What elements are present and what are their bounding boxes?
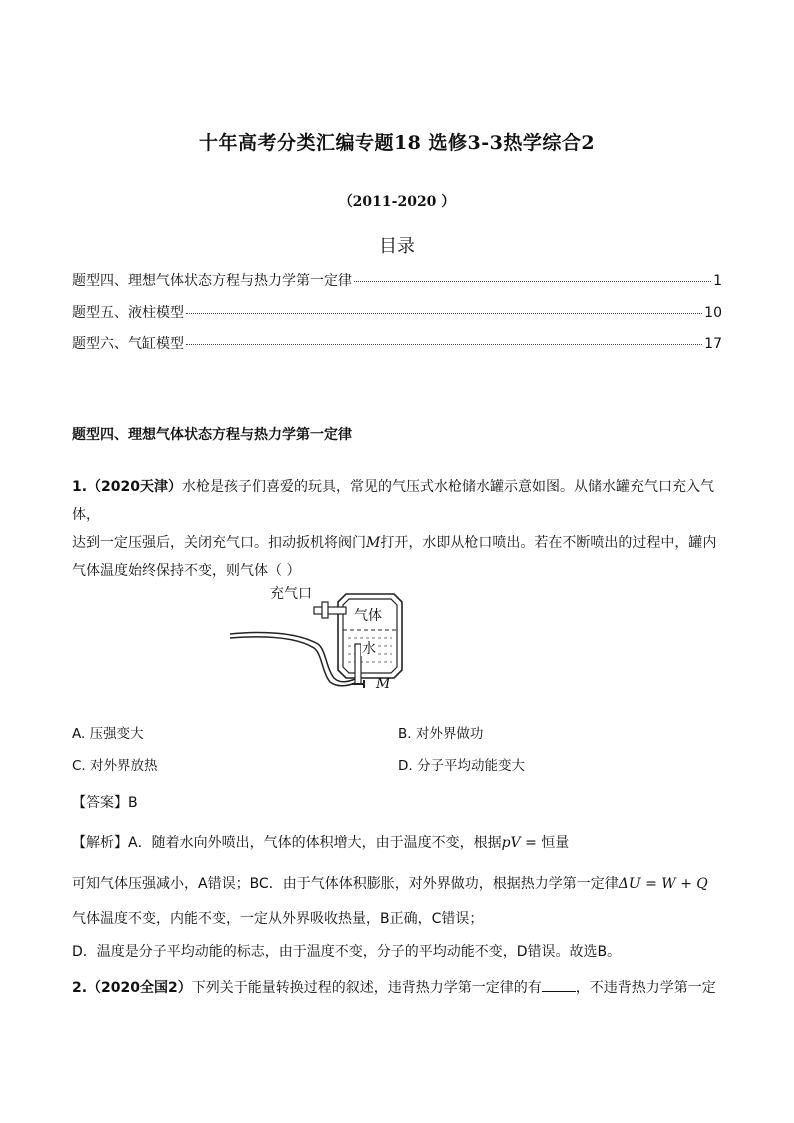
toc-entry-page: 17: [704, 336, 722, 352]
question-number: 2.（2020全国2）: [72, 980, 192, 996]
toc-entry-page: 10: [704, 305, 722, 321]
toc-entry-page: 1: [713, 273, 722, 289]
water-label: 水: [362, 641, 376, 657]
answer-value: B: [128, 795, 138, 811]
stem-text: ，不违背热力学第一定: [575, 980, 716, 996]
toc-leader: [186, 313, 702, 314]
analysis-line-2: [72, 873, 708, 893]
stem-line: 气体温度始终保持不变，则气体（ ）: [72, 563, 301, 579]
toc-heading: 目录: [379, 236, 415, 257]
inlet-cap: [322, 602, 328, 618]
analysis-tag: 【解析】: [72, 835, 128, 851]
toc-entry[interactable]: [72, 270, 722, 290]
formula-pv: pV: [501, 835, 521, 851]
question-number: 1.（2020天津）: [72, 479, 183, 495]
gas-label: 气体: [354, 608, 382, 624]
stem-line: 水枪是孩子们喜爱的玩具，常见的气压式水枪储水罐示意如图。从储水罐充气口充入气体，: [72, 479, 715, 523]
analysis-line-4: D．温度是分子平均动能的标志，由于温度不变，分子的平均动能不变，D错误。故选B。: [72, 944, 622, 960]
toc-entry[interactable]: [72, 333, 722, 353]
valve-label: M: [376, 676, 391, 692]
year-range: （2011-2020 ）: [338, 194, 456, 210]
stem-line: 达到一定压强后，关闭充气口。扣动扳机将阀门: [72, 535, 366, 551]
analysis-text: 可知气体压强减小，A错误；BC．由于气体体积膨胀，对外界做功，根据热力学第一定律: [72, 876, 619, 892]
analysis-text: = 恒量: [520, 835, 570, 851]
stem-line: 打开，水即从枪口喷出。若在不断喷出的过程中，罐内: [380, 535, 717, 551]
formula-first-law: ΔU = W + Q: [618, 876, 708, 892]
inlet-pipe: [314, 607, 346, 614]
valve-variable: M: [366, 535, 381, 551]
question-2-stem: [72, 977, 716, 997]
toc-entry-label: 题型五、液柱模型: [72, 305, 184, 321]
inlet-label: 充气口: [270, 586, 312, 602]
water-tank-figure: [230, 578, 420, 698]
option-d[interactable]: D. 分子平均动能变大: [398, 758, 525, 774]
stem-text: 下列关于能量转换过程的叙述，违背热力学第一定律的有: [191, 980, 542, 996]
analysis-line-1: [72, 832, 569, 852]
toc-leader: [354, 281, 711, 282]
question-1-stem: [72, 473, 722, 585]
toc-leader: [186, 344, 702, 345]
option-a[interactable]: A. 压强变大: [72, 726, 144, 742]
outlet-tube: [355, 644, 361, 684]
answer-blank[interactable]: [542, 979, 576, 992]
answer-tag: 【答案】: [72, 795, 128, 811]
analysis-text: A．随着水向外喷出，气体的体积增大，由于温度不变，根据: [128, 835, 502, 851]
option-c[interactable]: C. 对外界放热: [72, 758, 158, 774]
section-heading: 题型四、理想气体状态方程与热力学第一定律: [72, 427, 352, 443]
toc-entry[interactable]: [72, 302, 722, 322]
toc-entry-label: 题型四、理想气体状态方程与热力学第一定律: [72, 273, 352, 289]
option-b[interactable]: B. 对外界做功: [398, 726, 484, 742]
analysis-line-3: 气体温度不变，内能不变，一定从外界吸收热量，B正确，C错误；: [72, 911, 484, 927]
toc-entry-label: 题型六、气缸模型: [72, 336, 184, 352]
document-title: 十年高考分类汇编专题18 选修3-3热学综合2: [198, 132, 596, 154]
answer-line: [72, 792, 138, 812]
